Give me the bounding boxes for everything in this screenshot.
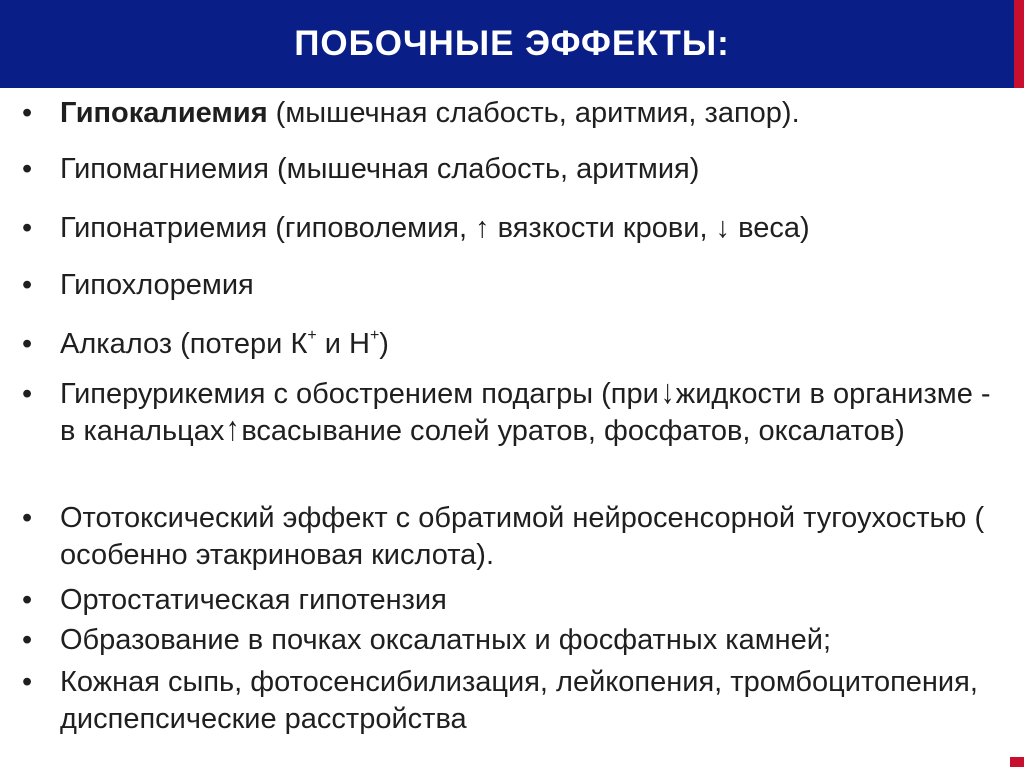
bullet-icon: • [22,502,33,534]
superscript-plus: + [369,327,380,345]
item-text: Ортостатическая гипотензия [60,584,447,616]
bullet-icon: • [22,378,33,410]
item-text: всасывание солей уратов, фосфатов, оксалатов) [241,415,905,447]
item-term: Гипокалиемия [60,97,268,129]
list-item [22,326,1005,363]
list-item [22,582,1005,619]
list-item [22,267,1005,304]
item-text: (мышечная слабость, аритмия, запор). [267,97,800,129]
item-text: Кожная сыпь, фотосенсибилизация, лейкопения, тромбоцитопения, диспепсические расстройства [60,666,978,735]
item-text: Гипомагниемия (мышечная слабость, аритмия) [60,153,700,185]
item-text: Ототоксический эффект с обратимой нейросенсорной тугоухостью ( особенно этакриновая кислота). [60,502,985,571]
bullet-icon: • [22,666,33,698]
bullet-icon: • [22,97,33,129]
superscript-plus: + [307,327,317,345]
item-text: Образование в почках оксалатных и фосфатных камней; [60,624,832,656]
bullet-icon: • [22,153,33,185]
item-text: ) [379,328,389,360]
slide-title: ПОБОЧНЫЕ ЭФФЕКТЫ: [294,24,730,63]
item-text: жидкости в организме - в канальцах [60,378,991,447]
list-item [22,664,1005,738]
bullet-icon: • [22,328,33,360]
list-item [22,95,1005,132]
bullet-icon: • [22,269,33,301]
item-text: Гипонатриемия (гиповолемия, ↑ вязкости крови, ↓ веса) [60,212,810,244]
item-text: Гиперурикемия с обострением подагры (при [60,378,659,410]
bullet-icon: • [22,584,33,616]
item-text: Алкалоз (потери К [60,328,308,360]
bullet-icon: • [22,624,33,656]
bullet-icon: • [22,212,33,244]
list-item [22,210,1005,247]
list-item: • Гиперурикемия с обострением подагры (при↓жидкости в организме - в канальцах↑всасывание солей уратов, фосфатов, оксалатов) [22,373,991,448]
list-item [22,500,1005,574]
list-item [22,622,1005,659]
item-text: Гипохлоремия [60,269,254,301]
list-item [22,151,1005,188]
item-text: и Н [316,328,370,360]
